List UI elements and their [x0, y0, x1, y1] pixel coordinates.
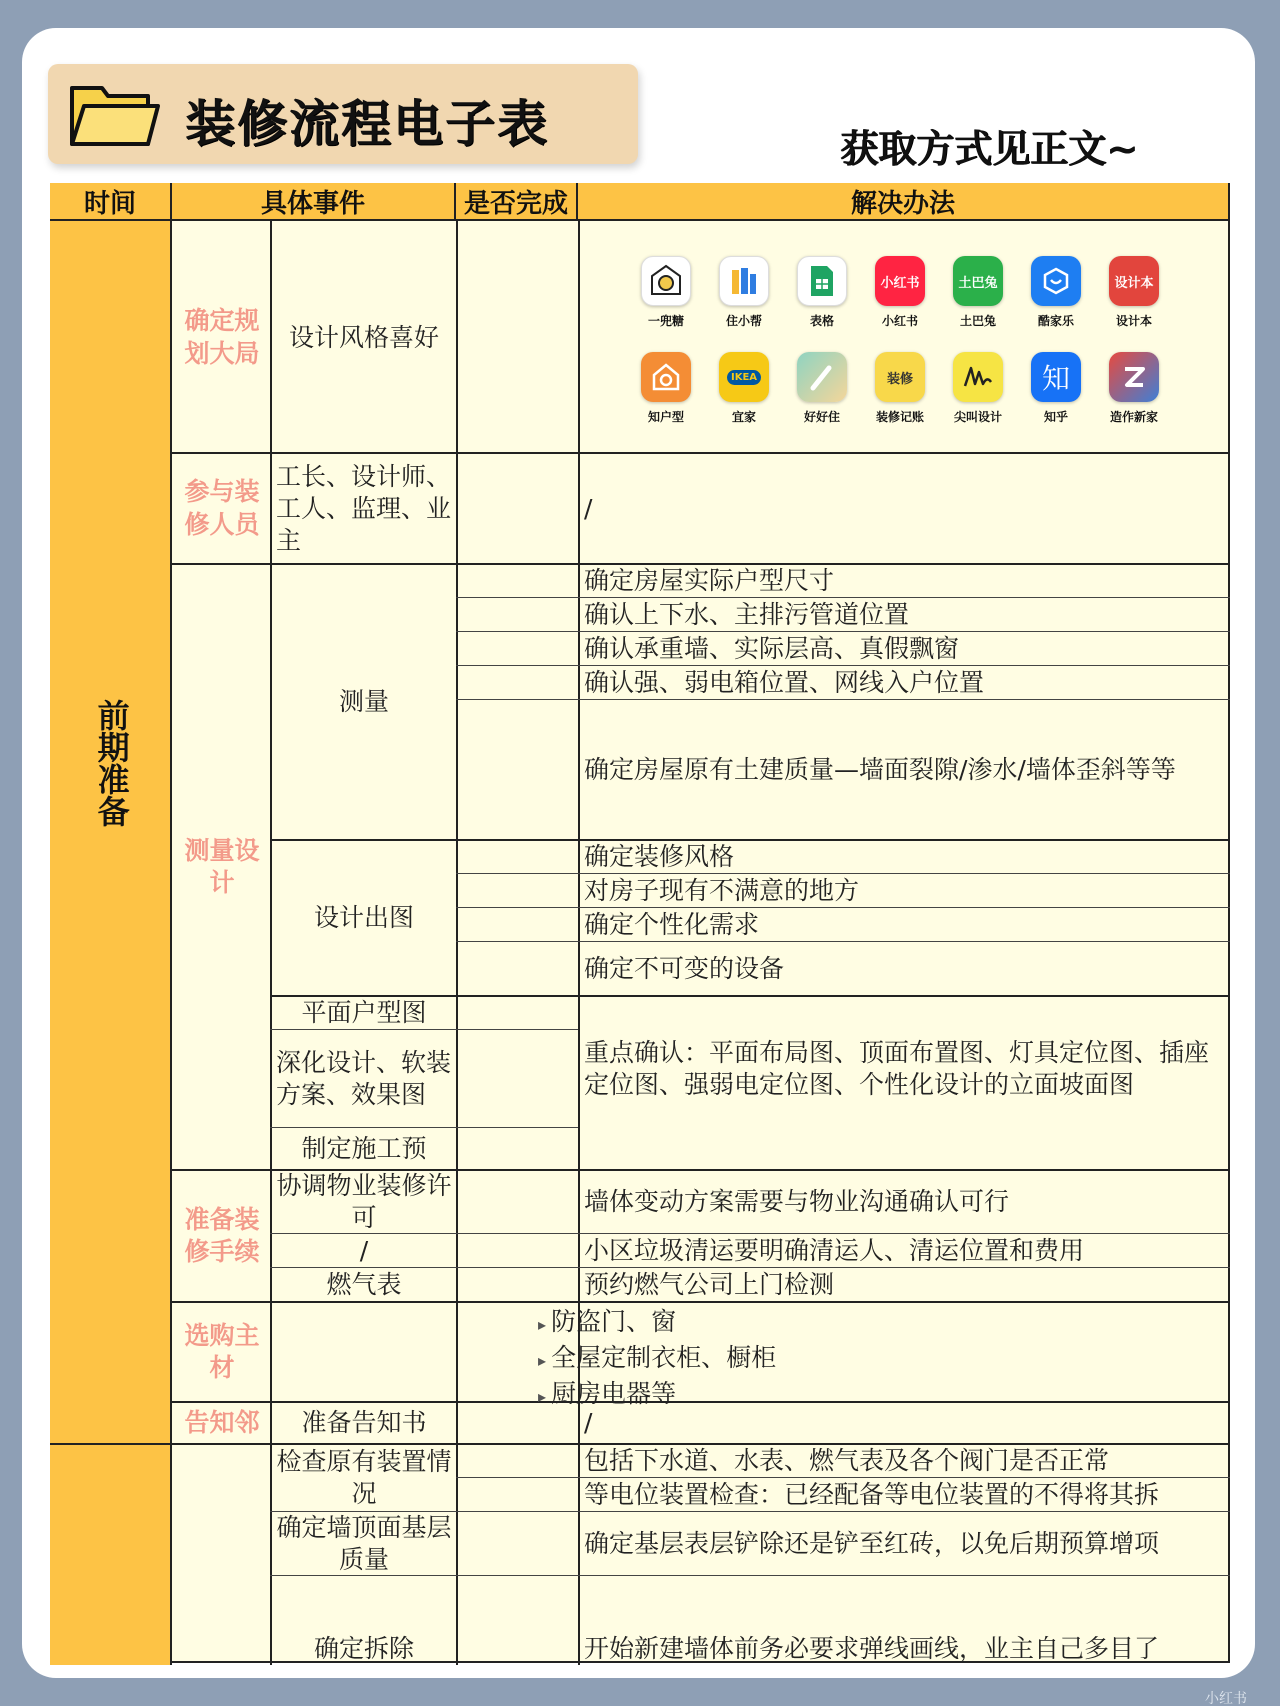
- solution-property: 墙体变动方案需要与物业沟通确认可行: [584, 1187, 1010, 1216]
- solution-design-1: 确定装修风格: [584, 842, 735, 871]
- solution-key-drawings: 重点确认：平面布局图、顶面布置图、灯具定位图、插座定位图、强弱电定位图、个性化设计的立面坡面图: [584, 1038, 1210, 1099]
- event-floorplan: 平面户型图: [301, 998, 427, 1027]
- app-ikea[interactable]: IKEA 宜家: [704, 352, 784, 425]
- house-icon: [719, 256, 769, 306]
- time-column-2: [50, 1445, 172, 1665]
- solution-demolish: 开始新建墙体前务必要求弹线画线，业主自己多目了: [584, 1634, 1160, 1663]
- category-people: 参与装修人员: [184, 477, 260, 539]
- event-gas: 燃气表: [326, 1270, 402, 1299]
- solution-measure-1: 确定房屋实际户型尺寸: [584, 566, 835, 595]
- event-style: 设计风格喜好: [288, 322, 439, 352]
- solution-gas: 预约燃气公司上门检测: [584, 1270, 835, 1299]
- materials-list: [538, 1305, 776, 1413]
- solution-design-4: 确定不可变的设备: [584, 954, 785, 983]
- event-slash: /: [359, 1236, 369, 1265]
- event-design: 设计出图: [313, 903, 414, 932]
- period-label: 前期准备: [92, 699, 131, 827]
- solution-wall: 确定基层表层铲除还是铲至红砖，以免后期预算增项: [584, 1529, 1160, 1558]
- kujiale-icon: [1031, 256, 1081, 306]
- solution-check-1: 包括下水道、水表、燃气表及各个阀门是否正常: [584, 1446, 1110, 1475]
- haohaozhu-icon: [797, 352, 847, 402]
- tubatu-icon: 土巴兔: [953, 256, 1003, 306]
- app-tubatu[interactable]: 土巴兔 土巴兔: [938, 256, 1018, 329]
- yidoutang-icon: [641, 256, 691, 306]
- event-wall: 确定墙顶面基层质量: [276, 1513, 452, 1574]
- event-notice: 准备告知书: [301, 1408, 427, 1437]
- page-title: 装修流程电子表: [185, 95, 549, 153]
- row-line: [270, 1029, 578, 1030]
- app-kujiale[interactable]: 酷家乐: [1016, 256, 1096, 329]
- jianjiao-icon: [953, 352, 1003, 402]
- solution-design-2: 对房子现有不满意的地方: [584, 876, 860, 905]
- solution-measure-5: 确定房屋原有土建质量—墙面裂隙/渗水/墙体歪斜等等: [584, 755, 1176, 784]
- event-deepen: 深化设计、软装方案、效果图: [276, 1048, 452, 1109]
- solution-garbage: 小区垃圾清运要明确清运人、清运位置和费用: [584, 1236, 1085, 1265]
- row-line: [456, 873, 1230, 874]
- header-solution: 解决办法: [578, 183, 1228, 221]
- page-subtitle: 获取方式见正文~: [840, 127, 1138, 171]
- event-property: 协调物业装修许可: [276, 1171, 452, 1232]
- ikea-icon: IKEA: [719, 352, 769, 402]
- list-item: ▸ 防盗门、窗: [538, 1305, 776, 1341]
- col-divider-event: [456, 221, 458, 1665]
- header-done: 是否完成: [456, 183, 578, 221]
- solution-staff: /: [584, 493, 593, 523]
- row-line: [456, 597, 1230, 598]
- folder-icon: [68, 78, 160, 150]
- app-shejiben[interactable]: 设计本 设计本: [1094, 256, 1174, 329]
- event-demolish: 确定拆除: [313, 1634, 414, 1663]
- ledger-icon: 装修: [875, 352, 925, 402]
- category-plan: 确定规划大局: [184, 306, 260, 368]
- app-zhihuxing[interactable]: 知户型: [626, 352, 706, 425]
- event-measure: 测量: [338, 687, 389, 716]
- shejiben-icon: 设计本: [1109, 256, 1159, 306]
- category-materials: 选购主材: [184, 1320, 260, 1382]
- zhihuxing-icon: [641, 352, 691, 402]
- app-haohaozhu[interactable]: 好好住: [782, 352, 862, 425]
- header-time: 时间: [50, 183, 172, 221]
- watermark: 小红书: [1205, 1691, 1247, 1706]
- solution-measure-3: 确认承重墙、实际层高、真假飘窗: [584, 634, 960, 663]
- solution-check-2: 等电位装置检查：已经配备等电位装置的不得将其拆: [584, 1480, 1160, 1509]
- event-staff: 工长、设计师、工人、监理、业主: [276, 461, 452, 555]
- solution-measure-4: 确认强、弱电箱位置、网线入户位置: [584, 668, 985, 697]
- row-line: [456, 941, 1230, 942]
- solution-notice: /: [584, 1408, 593, 1437]
- xhs-icon: 小红书: [875, 256, 925, 306]
- zaozuo-icon: [1109, 352, 1159, 402]
- app-xiaohongshu[interactable]: 小红书 小红书: [860, 256, 940, 329]
- row-line: [270, 1127, 578, 1128]
- sheet-icon: [797, 256, 847, 306]
- app-zhuxiaobang[interactable]: 住小帮: [704, 256, 784, 329]
- category-notify: 告知邻: [184, 1408, 260, 1437]
- app-yidoutang[interactable]: 一兜糖: [626, 256, 706, 329]
- app-jianjiao[interactable]: 尖叫设计: [938, 352, 1018, 425]
- app-zaozuo[interactable]: 造作新家: [1094, 352, 1174, 425]
- app-ledger[interactable]: 装修 装修记账: [860, 352, 940, 425]
- category-measure: 测量设计: [184, 835, 260, 897]
- event-check: 检查原有装置情况: [276, 1447, 452, 1508]
- app-sheets[interactable]: 表格: [782, 256, 862, 329]
- zhihu-icon: 知: [1031, 352, 1081, 402]
- row-line: [456, 907, 1230, 908]
- app-zhihu[interactable]: 知 知乎: [1016, 352, 1096, 425]
- row-line: [270, 1267, 1230, 1268]
- row-line: [172, 1301, 1230, 1303]
- header-event: 具体事件: [172, 183, 456, 221]
- row-line: [456, 699, 1230, 700]
- row-line: [456, 631, 1230, 632]
- event-schedule: 制定施工预: [301, 1134, 427, 1163]
- row-line: [456, 665, 1230, 666]
- solution-measure-2: 确认上下水、主排污管道位置: [584, 600, 910, 629]
- row-line: [456, 1477, 1230, 1478]
- solution-design-3: 确定个性化需求: [584, 910, 760, 939]
- list-item: ▸ 厨房电器等: [538, 1377, 776, 1413]
- list-item: ▸ 全屋定制衣柜、橱柜: [538, 1341, 776, 1377]
- category-procedures: 准备装修手续: [184, 1204, 260, 1266]
